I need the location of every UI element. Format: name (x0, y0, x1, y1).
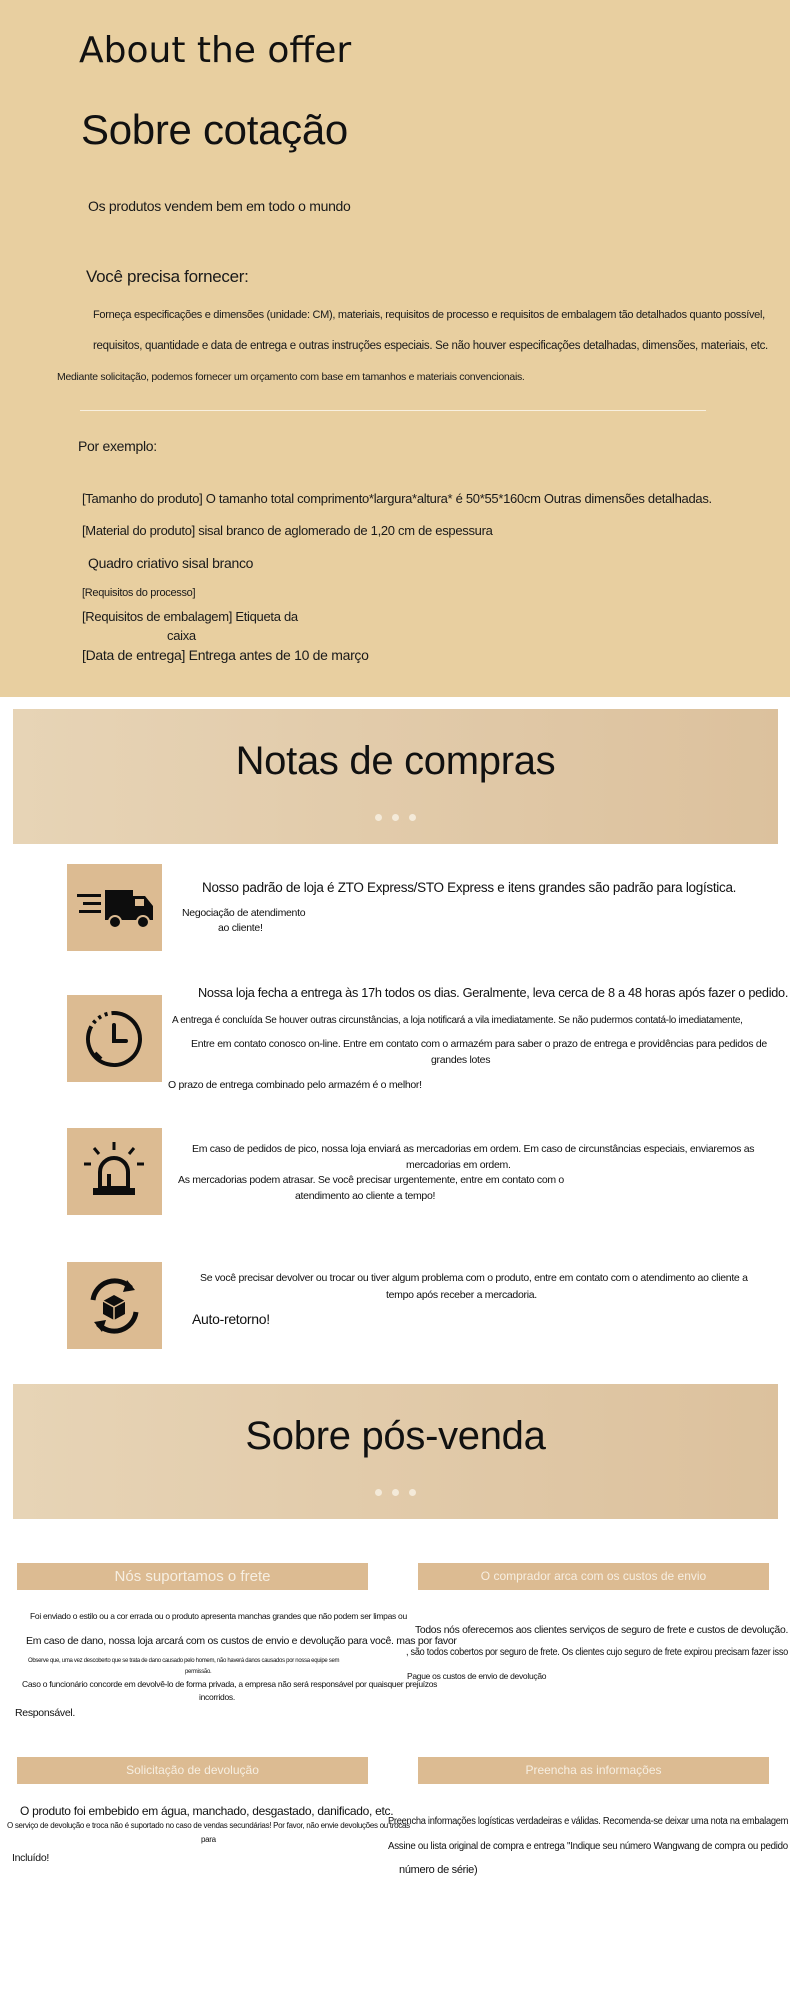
card-2-line-2: , são todos cobertos por seguro de frete. Os clientes cujo seguro de frete expirou precisam fazer isso (406, 1647, 788, 1658)
card-4-line-1: Preencha informações logísticas verdadeiras e válidas. Recomenda-se deixar uma nota na embalagem (388, 1816, 789, 1827)
card-buyer-pays-heading: O comprador arca com os custos de envio (418, 1563, 769, 1590)
alarm-icon (67, 1128, 162, 1215)
about-section (0, 0, 790, 697)
return-package-icon (67, 1262, 162, 1349)
card-1-line-4: permissão. (185, 1669, 212, 1675)
example-material: [Material do produto] sisal branco de aglomerado de 1,20 cm de espessura (82, 523, 493, 538)
notes-banner (13, 709, 778, 844)
note-2-line-4: grandes lotes (431, 1054, 491, 1066)
aftersale-title: Sobre pós-venda (245, 1414, 546, 1458)
card-1-line-2: Em caso de dano, nossa loja arcará com os custos de envio e devolução para você. mas por favor (26, 1635, 457, 1647)
card-3-line-4: Incluído! (12, 1852, 49, 1864)
note-1-line-1: Nosso padrão de loja é ZTO Express/STO Express e itens grandes são padrão para logística. (202, 880, 737, 895)
example-size: [Tamanho do produto] O tamanho total comprimento*largura*altura* é 50*55*160cm Outras dimensões detalhadas. (82, 491, 712, 506)
card-return-request-heading: Solicitação de devolução (17, 1757, 368, 1784)
card-1-line-5: Caso o funcionário concorde em devolvê-lo de forma privada, a empresa não será responsável por quaisquer prejuízos (22, 1679, 438, 1689)
note-4-line-2: tempo após receber a mercadoria. (386, 1289, 537, 1301)
card-freight-support-heading: Nós suportamos o frete (17, 1563, 368, 1590)
example-delivery: [Data de entrega] Entrega antes de 10 de março (82, 647, 369, 663)
note-3-line-2: mercadorias em ordem. (406, 1159, 511, 1171)
note-4-line-3: Auto-retorno! (192, 1311, 270, 1327)
note-2-line-5: O prazo de entrega combinado pelo armazém é o melhor! (168, 1079, 422, 1091)
note-1-line-3: ao cliente! (218, 922, 263, 934)
note-2-line-3: Entre em contato conosco on-line. Entre em contato com o armazém para saber o prazo de entrega e providências para pedidos de (191, 1038, 767, 1050)
truck-icon (67, 864, 162, 951)
example-frame: Quadro criativo sisal branco (88, 555, 254, 571)
note-2-line-2: A entrega é concluída Se houver outras circunstâncias, a loja notificará a vila imediatamente. Se não pudermos contatá-lo imediatamente, (172, 1015, 743, 1026)
about-title-en: About the offer (79, 30, 352, 71)
card-1-line-7: Responsável. (15, 1707, 76, 1719)
note-3-line-1: Em caso de pedidos de pico, nossa loja enviará as mercadorias em ordem. Em caso de circunstâncias especiais, enviaremos as (192, 1143, 755, 1155)
card-3-line-1: O produto foi embebido em água, manchado, desgastado, danificado, etc. (20, 1804, 394, 1818)
card-3-line-2: O serviço de devolução e troca não é suportado no caso de vendas secundárias! Por favor, não envie devoluções ou trocas (7, 1821, 410, 1830)
aftersale-banner (13, 1384, 778, 1519)
provide-line-1: Forneça especificações e dimensões (unidade: CM), materiais, requisitos de processo e requisitos de embalagem tão detalhados quanto possível, (93, 309, 765, 321)
card-4-line-3: número de série) (399, 1864, 478, 1876)
example-packing: [Requisitos de embalagem] Etiqueta da (82, 609, 298, 624)
banner-dots (13, 808, 778, 826)
card-1-line-6: incorridos. (199, 1692, 235, 1702)
notes-title: Notas de compras (235, 739, 556, 783)
example-heading: Por exemplo: (78, 438, 157, 454)
provide-line-3: Mediante solicitação, podemos fornecer um orçamento com base em tamanhos e materiais convencionais. (57, 371, 525, 383)
card-2-line-1: Todos nós oferecemos aos clientes serviços de seguro de frete e custos de devolução. (415, 1624, 789, 1636)
card-1-line-3: Observe que, uma vez descoberto que se trata de dano causado pelo homem, não haverá danos causados por nossa equipe sem (28, 1658, 340, 1664)
about-title-pt: Sobre cotação (81, 106, 348, 153)
note-1-line-2: Negociação de atendimento (182, 907, 306, 919)
card-3-line-3: para (201, 1835, 216, 1844)
clock-icon (67, 995, 162, 1082)
card-1-line-1: Foi enviado o estilo ou a cor errada ou o produto apresenta manchas grandes que não podem ser limpas ou (30, 1611, 407, 1621)
provide-heading: Você precisa fornecer: (86, 267, 249, 286)
provide-line-2: requisitos, quantidade e data de entrega e outras instruções especiais. Se não houver especificações detalhadas, dimensões, materiais, etc. (93, 340, 768, 352)
card-4-line-2: Assine ou lista original de compra e entrega "Indique seu número Wangwang de compra ou pedido (388, 1841, 788, 1852)
note-4-line-1: Se você precisar devolver ou trocar ou tiver algum problema com o produto, entre em contato com o atendimento ao cliente a (200, 1272, 748, 1284)
note-3-line-3: As mercadorias podem atrasar. Se você precisar urgentemente, entre em contato com o (178, 1174, 564, 1186)
example-packing-cont: caixa (167, 628, 196, 643)
note-3-line-4: atendimento ao cliente a tempo! (295, 1190, 436, 1202)
card-2-line-3: Pague os custos de envio de devolução (407, 1671, 547, 1681)
banner-dots (13, 1483, 778, 1501)
note-2-line-1: Nossa loja fecha a entrega às 17h todos os dias. Geralmente, leva cerca de 8 a 48 horas após fazer o pedido. (198, 985, 789, 1000)
card-fill-info-heading: Preencha as informações (418, 1757, 769, 1784)
about-divider (80, 410, 706, 411)
about-subtitle: Os produtos vendem bem em todo o mundo (88, 198, 351, 214)
example-process: [Requisitos do processo] (82, 587, 196, 599)
